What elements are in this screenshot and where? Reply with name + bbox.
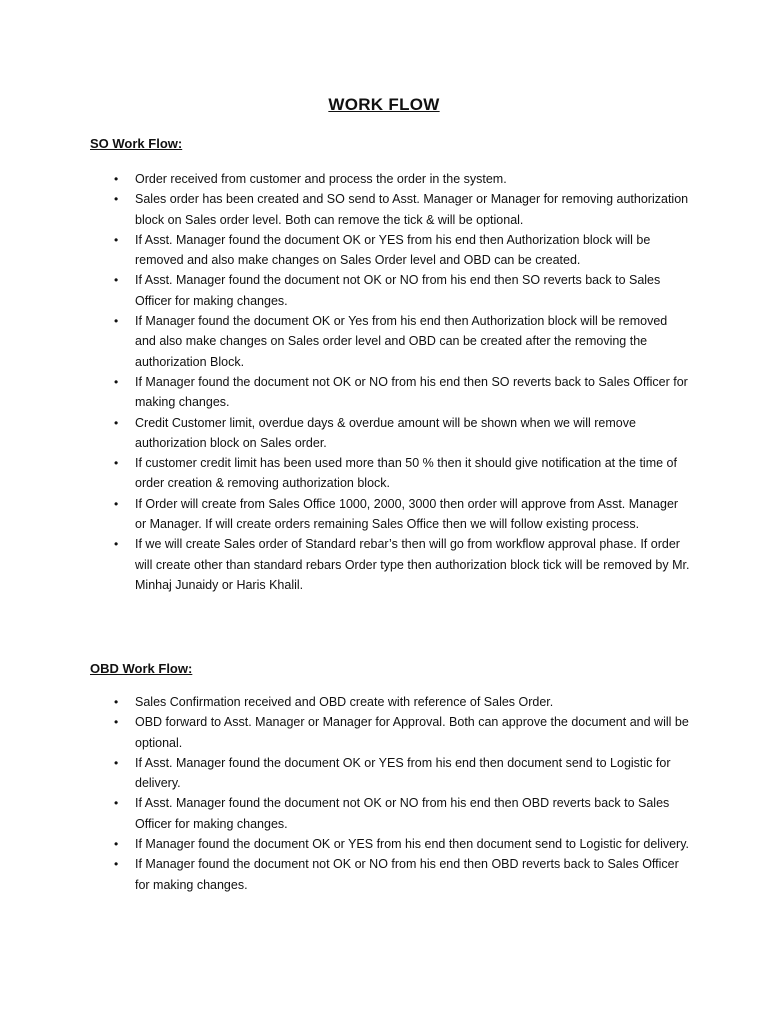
list-item xyxy=(90,494,690,535)
list-item xyxy=(90,311,690,372)
bullet-icon: • xyxy=(114,796,119,811)
list-item-text: If Asst. Manager found the document OK or YES from his end then Authorization block will be removed and also make changes on Sales Order level and OBD can be created. xyxy=(135,232,651,268)
list-item xyxy=(90,169,690,189)
list-item xyxy=(90,372,690,413)
bullet-icon: • xyxy=(114,415,119,430)
list-item xyxy=(90,753,690,794)
obd-bullet-list xyxy=(90,692,690,895)
list-item-text: If Manager found the document OK or YES from his end then document send to Logistic for delivery. xyxy=(135,837,690,852)
list-item xyxy=(90,270,690,311)
list-item-text: OBD forward to Asst. Manager or Manager for Approval. Both can approve the document and will be optional. xyxy=(135,715,689,750)
bullet-icon: • xyxy=(114,496,119,511)
list-item xyxy=(90,453,690,494)
list-item-text: If Manager found the document OK or Yes from his end then Authorization block will be removed and also make changes on Sales order level and OBD can be created after the removing the authorization Block. xyxy=(135,314,668,369)
so-workflow-section xyxy=(90,135,690,595)
bullet-icon: • xyxy=(114,314,119,329)
list-item-text: If Manager found the document not OK or NO from his end then OBD reverts back to Sales Officer for making changes. xyxy=(135,857,679,892)
list-item xyxy=(90,793,690,834)
bullet-icon: • xyxy=(114,456,119,471)
page-title: WORK FLOW xyxy=(328,95,440,114)
list-item-text: If Manager found the document not OK or NO from his end then SO reverts back to Sales Officer for making changes. xyxy=(135,374,688,410)
bullet-icon: • xyxy=(114,172,119,186)
bullet-icon: • xyxy=(114,695,119,709)
list-item-text: If Order will create from Sales Office 1000, 2000, 3000 then order will approve from Asst. Manager or Manager. If will create orders remaining Sales Office then we will follow existing process. xyxy=(135,496,679,532)
list-item-text: Credit Customer limit, overdue days & overdue amount will be shown when we will remove authorization block on Sales order. xyxy=(135,415,636,450)
list-item xyxy=(90,534,690,595)
bullet-icon: • xyxy=(114,715,119,730)
obd-workflow-section xyxy=(90,660,690,895)
bullet-icon: • xyxy=(114,232,119,247)
list-item-text: Sales order has been created and SO send to Asst. Manager or Manager for removing authorization block on Sales order level. Both can remove the tick & will be optional. xyxy=(135,192,689,227)
bullet-icon: • xyxy=(114,755,119,770)
so-bullet-list xyxy=(90,169,690,595)
list-item xyxy=(90,834,690,854)
bullet-icon: • xyxy=(114,192,119,207)
list-item-text: If customer credit limit has been used more than 50 % then it should give notification at the time of order creation & removing authorization block. xyxy=(135,456,677,491)
list-item xyxy=(90,712,690,753)
list-item xyxy=(90,230,690,271)
list-item-text: Sales Confirmation received and OBD create with reference of Sales Order. xyxy=(135,695,554,709)
list-item-text: Order received from customer and process the order in the system. xyxy=(135,172,507,186)
bullet-icon: • xyxy=(114,374,119,389)
list-item xyxy=(90,692,690,712)
bullet-icon: • xyxy=(114,273,119,288)
bullet-icon: • xyxy=(114,837,119,852)
list-item xyxy=(90,413,690,454)
obd-section-heading: OBD Work Flow: xyxy=(90,661,193,676)
so-section-heading: SO Work Flow: xyxy=(90,136,183,151)
list-item xyxy=(90,854,690,895)
bullet-icon: • xyxy=(114,857,119,872)
bullet-icon: • xyxy=(114,537,119,552)
list-item-text: If Asst. Manager found the document not OK or NO from his end then SO reverts back to Sales Officer for making changes. xyxy=(135,273,661,308)
list-item-text: If we will create Sales order of Standard rebar’s then will go from workflow approval phase. If order will create other than standard rebars Order type then authorization block tick will be removed by Mr. Minhaj Junaidy or Haris Khalil. xyxy=(135,537,690,592)
list-item-text: If Asst. Manager found the document not OK or NO from his end then OBD reverts back to Sales Officer for making changes. xyxy=(135,796,670,831)
list-item xyxy=(90,189,690,230)
list-item-text: If Asst. Manager found the document OK or YES from his end then document send to Logistic for delivery. xyxy=(135,755,671,791)
